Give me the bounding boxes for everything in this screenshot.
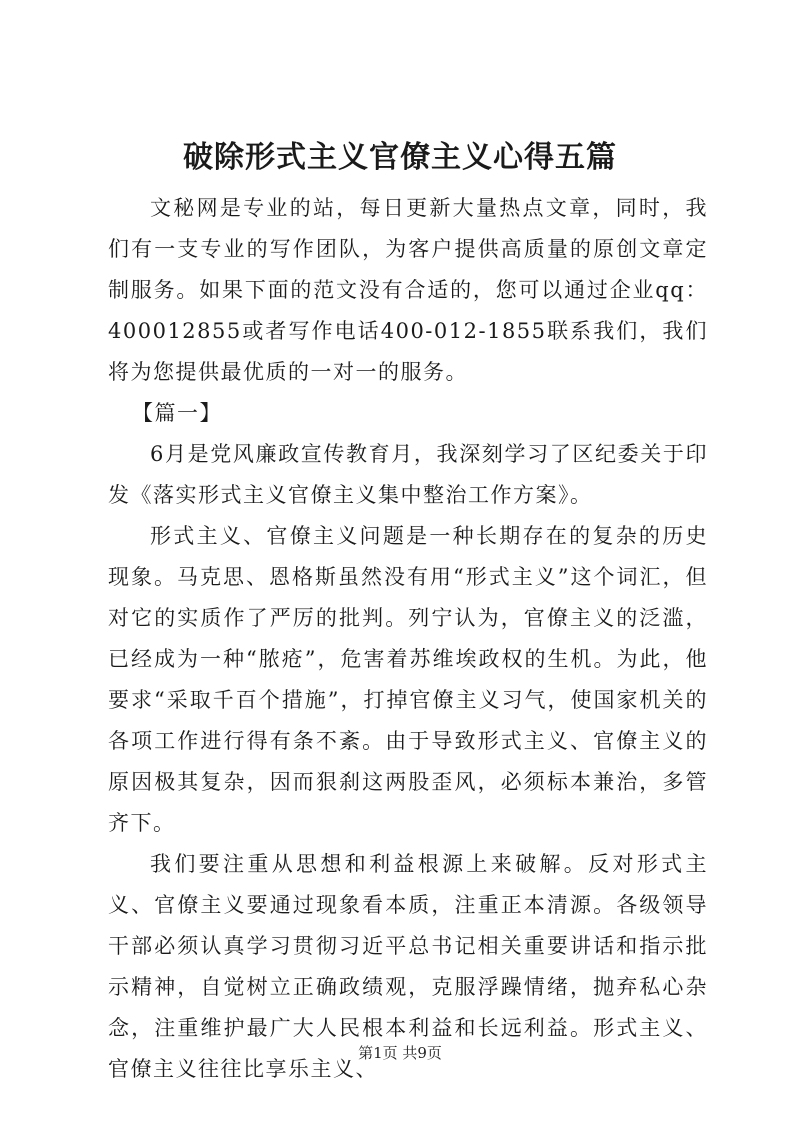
- page-title: 破除形式主义官僚主义心得五篇: [183, 140, 617, 175]
- body-paragraph-1: 6月是党风廉政宣传教育月，我深刻学习了区纪委关于印发《落实形式主义官僚主义集中整治工作方案》。: [108, 442, 708, 507]
- intro-paragraph: 文秘网是专业的站，每日更新大量热点文章，同时，我们有一支专业的写作团队，为客户提供高质量的原创文章定制服务。如果下面的范文没有合适的，您可以通过企业qq：400012855或者写作电话400-012-1855联系我们，我们将为您提供最优质的一对一的服务。: [108, 196, 708, 384]
- page-footer: [0, 1043, 800, 1063]
- body-paragraph-2: 形式主义、官僚主义问题是一种长期存在的复杂的历史现象。马克思、恩格斯虽然没有用“形式主义”这个词汇，但对它的实质作了严厉的批判。列宁认为，官僚主义的泛滥，已经成为一种“脓疮”，危害着苏维埃政权的生机。为此，他要求“采取千百个措施”，打掉官僚主义习气，使国家机关的各项工作进行得有条不紊。由于导致形式主义、官僚主义的原因极其复杂，因而狠刹这两股歪风，必须标本兼治，多管齐下。: [108, 524, 708, 835]
- section-heading: 【篇一】: [132, 401, 222, 425]
- document-body: [108, 188, 708, 1090]
- page-indicator: 第1页 共9页: [358, 1044, 442, 1062]
- body-paragraph-3: 我们要注重从思想和利益根源上来破解。反对形式主义、官僚主义要通过现象看本质，注重正本清源。各级领导干部必须认真学习贯彻习近平总书记相关重要讲话和指示批示精神，自觉树立正确政绩观，克服浮躁情绪，抛弃私心杂念，注重维护最广大人民根本利益和长远利益。形式主义、官僚主义往往比享乐主义、: [108, 852, 708, 1081]
